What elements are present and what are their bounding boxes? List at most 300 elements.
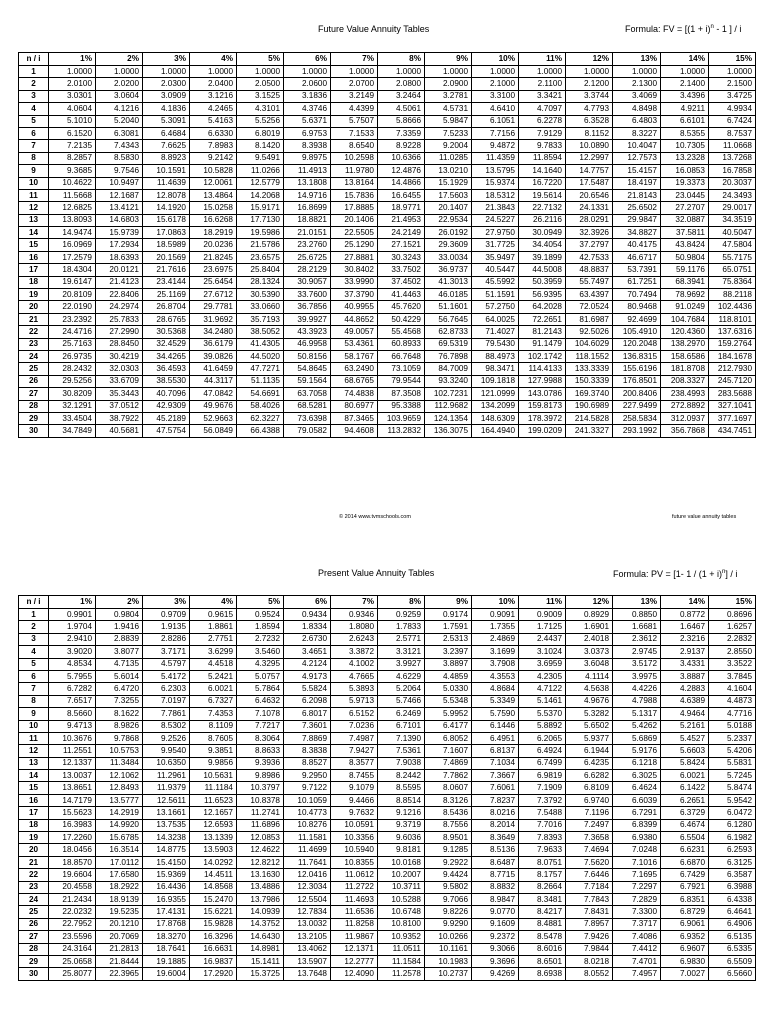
factor-cell: 7.0236: [331, 720, 378, 732]
factor-cell: 11.9867: [331, 931, 378, 943]
factor-cell: 63.2490: [331, 363, 378, 375]
factor-cell: 6.7291: [613, 807, 661, 819]
period-cell: 15: [19, 782, 49, 794]
factor-cell: 26.0192: [425, 227, 472, 239]
factor-cell: 12.0061: [190, 177, 237, 189]
factor-cell: 184.1678: [709, 350, 756, 362]
factor-cell: 3.1024: [519, 646, 566, 658]
factor-cell: 8.1152: [566, 127, 613, 139]
factor-cell: 12.7834: [284, 906, 331, 918]
period-cell: 8: [19, 695, 49, 707]
factor-cell: 79.0582: [284, 425, 331, 437]
factor-cell: 9.7833: [519, 140, 566, 152]
fv-rate-header: 10%: [472, 53, 519, 66]
factor-cell: 8.5478: [519, 931, 566, 943]
factor-cell: 1.0000: [425, 66, 472, 78]
factor-cell: 76.7898: [425, 350, 472, 362]
factor-cell: 34.3519: [709, 214, 756, 226]
table-row: [19, 251, 756, 263]
factor-cell: 18.3270: [143, 931, 190, 943]
factor-cell: 55.4568: [378, 326, 425, 338]
factor-cell: 9.6036: [378, 832, 425, 844]
factor-cell: 31.7725: [472, 239, 519, 251]
factor-cell: 40.7096: [143, 388, 190, 400]
factor-cell: 3.0604: [96, 90, 143, 102]
factor-cell: 10.6748: [378, 906, 425, 918]
factor-cell: 5.5348: [425, 695, 472, 707]
pv-formula-exponent: n: [722, 569, 726, 575]
factor-cell: 5.2040: [96, 115, 143, 127]
factor-cell: 33.0660: [237, 301, 284, 313]
factor-cell: 18.5989: [143, 239, 190, 251]
factor-cell: 7.3792: [519, 794, 566, 806]
table-row: [19, 844, 756, 856]
factor-cell: 44.5020: [237, 350, 284, 362]
factor-cell: 7.6517: [49, 695, 96, 707]
factor-cell: 7.9844: [566, 943, 613, 955]
factor-cell: 9.2004: [425, 140, 472, 152]
factor-cell: 10.1161: [425, 943, 472, 955]
factor-cell: 6.4641: [709, 906, 756, 918]
table-row: [19, 425, 756, 437]
factor-cell: 7.9129: [519, 127, 566, 139]
table-row: [19, 683, 756, 695]
factor-cell: 6.1280: [709, 819, 756, 831]
period-cell: 20: [19, 301, 49, 313]
factor-cell: 81.2143: [519, 326, 566, 338]
factor-cell: 12.1337: [49, 757, 96, 769]
table-row: [19, 881, 756, 893]
factor-cell: 11.5668: [49, 189, 96, 201]
factor-cell: 8.9228: [378, 140, 425, 152]
factor-cell: 19.6004: [143, 968, 190, 980]
factor-cell: 6.5152: [331, 708, 378, 720]
factor-cell: 7.2297: [613, 881, 661, 893]
factor-cell: 7.8869: [284, 732, 331, 744]
factor-cell: 10.5753: [96, 745, 143, 757]
factor-cell: 61.7251: [613, 276, 661, 288]
factor-cell: 6.4235: [566, 757, 613, 769]
factor-cell: 7.1390: [378, 732, 425, 744]
factor-cell: 4.2305: [519, 670, 566, 682]
factor-cell: 8.5436: [425, 807, 472, 819]
pv-rate-header: 3%: [143, 596, 190, 609]
table-row: [19, 819, 756, 831]
period-cell: 25: [19, 363, 49, 375]
factor-cell: 5.5824: [284, 683, 331, 695]
factor-cell: 10.0266: [425, 931, 472, 943]
factor-cell: 3.3872: [331, 646, 378, 658]
factor-cell: 1.8080: [331, 621, 378, 633]
factor-cell: 3.4651: [284, 646, 331, 658]
factor-cell: 20.1210: [96, 918, 143, 930]
factor-cell: 26.8704: [143, 301, 190, 313]
factor-cell: 22.7952: [49, 918, 96, 930]
factor-cell: 13.2328: [661, 152, 709, 164]
factor-cell: 23.2760: [284, 239, 331, 251]
factor-cell: 47.0842: [190, 388, 237, 400]
factor-cell: 43.3923: [284, 326, 331, 338]
factor-cell: 8.3838: [284, 745, 331, 757]
factor-cell: 3.8887: [661, 670, 709, 682]
factor-cell: 24.5227: [472, 214, 519, 226]
factor-cell: 105.4910: [613, 326, 661, 338]
factor-cell: 1.7125: [519, 621, 566, 633]
factor-cell: 6.7429: [661, 869, 709, 881]
factor-cell: 80.6977: [331, 400, 378, 412]
factor-cell: 2.0900: [425, 78, 472, 90]
table-row: [19, 695, 756, 707]
factor-cell: 25.7833: [96, 313, 143, 325]
factor-cell: 41.4463: [378, 289, 425, 301]
factor-cell: 3.5460: [237, 646, 284, 658]
period-cell: 21: [19, 856, 49, 868]
period-cell: 14: [19, 227, 49, 239]
factor-cell: 1.8334: [284, 621, 331, 633]
factor-cell: 15.9171: [237, 202, 284, 214]
factor-cell: 6.0021: [661, 770, 709, 782]
factor-cell: 28.8450: [96, 338, 143, 350]
factor-cell: 20.7069: [96, 931, 143, 943]
factor-cell: 12.6593: [190, 819, 237, 831]
pv-rate-header: 14%: [661, 596, 709, 609]
factor-cell: 7.0197: [143, 695, 190, 707]
fv-rate-header: 3%: [143, 53, 190, 66]
factor-cell: 15.9369: [143, 869, 190, 881]
table-row: [19, 893, 756, 905]
factor-cell: 87.3465: [331, 412, 378, 424]
factor-cell: 1.8861: [190, 621, 237, 633]
factor-cell: 7.3667: [472, 770, 519, 782]
factor-cell: 0.9615: [190, 609, 237, 621]
factor-cell: 20.0236: [190, 239, 237, 251]
factor-cell: 51.1135: [237, 375, 284, 387]
factor-cell: 79.9544: [378, 375, 425, 387]
factor-cell: 8.3064: [237, 732, 284, 744]
factor-cell: 33.6709: [96, 375, 143, 387]
factor-cell: 7.4086: [613, 931, 661, 943]
factor-cell: 53.7391: [613, 264, 661, 276]
factor-cell: 9.2922: [425, 856, 472, 868]
factor-cell: 15.1929: [425, 177, 472, 189]
pv-rate-header: 13%: [613, 596, 661, 609]
table-row: [19, 313, 756, 325]
factor-cell: 56.7645: [425, 313, 472, 325]
factor-cell: 5.6502: [566, 720, 613, 732]
factor-cell: 6.6231: [661, 844, 709, 856]
factor-cell: 7.7861: [143, 708, 190, 720]
factor-cell: 3.6299: [190, 646, 237, 658]
table-row: [19, 239, 756, 251]
factor-cell: 1.0000: [49, 66, 96, 78]
factor-cell: 6.3729: [661, 807, 709, 819]
table-row: [19, 757, 756, 769]
factor-cell: 9.4872: [472, 140, 519, 152]
fv-formula-exponent: n: [710, 24, 714, 30]
factor-cell: 1.8594: [237, 621, 284, 633]
factor-cell: 64.2028: [519, 301, 566, 313]
factor-cell: 45.5992: [472, 276, 519, 288]
factor-cell: 4.9464: [661, 708, 709, 720]
factor-cell: 4.9211: [661, 103, 709, 115]
factor-cell: 20.6546: [566, 189, 613, 201]
factor-cell: 27.2707: [661, 202, 709, 214]
factor-cell: 4.5638: [566, 683, 613, 695]
factor-cell: 2.3216: [661, 633, 709, 645]
factor-cell: 58.4026: [237, 400, 284, 412]
factor-cell: 2.4018: [566, 633, 613, 645]
factor-cell: 1.0000: [190, 66, 237, 78]
factor-cell: 6.1944: [566, 745, 613, 757]
factor-cell: 7.8983: [190, 140, 237, 152]
factor-cell: 33.7600: [284, 289, 331, 301]
factor-cell: 11.8594: [519, 152, 566, 164]
factor-cell: 6.6282: [566, 770, 613, 782]
factor-cell: 30.8209: [49, 388, 96, 400]
factor-cell: 84.7009: [425, 363, 472, 375]
factor-cell: 4.9934: [709, 103, 756, 115]
factor-cell: 272.8892: [661, 400, 709, 412]
factor-cell: 4.7135: [96, 658, 143, 670]
fv-corner-header: n / i: [19, 53, 49, 66]
factor-cell: 9.8986: [237, 770, 284, 782]
fv-formula-prefix: Formula: FV = [(1 + i): [625, 24, 711, 34]
factor-cell: 41.3013: [425, 276, 472, 288]
pv-rate-header: 2%: [96, 596, 143, 609]
factor-cell: 10.1983: [425, 955, 472, 967]
factor-cell: 6.9753: [284, 127, 331, 139]
factor-cell: 6.8399: [613, 819, 661, 831]
factor-cell: 7.5620: [566, 856, 613, 868]
factor-cell: 200.8406: [613, 388, 661, 400]
factor-cell: 5.9713: [331, 695, 378, 707]
factor-cell: 13.8651: [49, 782, 96, 794]
factor-cell: 8.2857: [49, 152, 96, 164]
factor-cell: 1.9416: [96, 621, 143, 633]
factor-cell: 17.2920: [190, 968, 237, 980]
factor-cell: 9.3066: [472, 943, 519, 955]
factor-cell: 21.0151: [284, 227, 331, 239]
factor-cell: 7.6061: [472, 782, 519, 794]
table-row: [19, 807, 756, 819]
factor-cell: 9.4424: [425, 869, 472, 881]
factor-cell: 73.6398: [284, 412, 331, 424]
factor-cell: 10.0168: [378, 856, 425, 868]
factor-cell: 208.3327: [661, 375, 709, 387]
factor-cell: 10.3676: [49, 732, 96, 744]
table-row: [19, 720, 756, 732]
period-cell: 2: [19, 621, 49, 633]
factor-cell: 29.0017: [709, 202, 756, 214]
factor-cell: 136.3075: [425, 425, 472, 437]
pv-rate-header: 8%: [378, 596, 425, 609]
factor-cell: 45.2189: [143, 412, 190, 424]
factor-cell: 14.6803: [96, 214, 143, 226]
factor-cell: 11.3484: [96, 757, 143, 769]
factor-cell: 9.8975: [284, 152, 331, 164]
factor-cell: 6.1422: [661, 782, 709, 794]
factor-cell: 38.5052: [237, 326, 284, 338]
factor-cell: 5.1461: [519, 695, 566, 707]
factor-cell: 6.8729: [661, 906, 709, 918]
factor-cell: 65.0751: [709, 264, 756, 276]
table-row: [19, 968, 756, 980]
factor-cell: 10.0591: [331, 819, 378, 831]
factor-cell: 3.3121: [378, 646, 425, 658]
factor-cell: 6.7424: [709, 115, 756, 127]
factor-cell: 6.8351: [661, 893, 709, 905]
factor-cell: 6.3125: [709, 856, 756, 868]
factor-cell: 45.7620: [378, 301, 425, 313]
factor-cell: 38.5530: [143, 375, 190, 387]
factor-cell: 377.1697: [709, 412, 756, 424]
factor-cell: 8.8832: [472, 881, 519, 893]
factor-cell: 212.7930: [709, 363, 756, 375]
factor-cell: 356.7868: [661, 425, 709, 437]
factor-cell: 3.2149: [331, 90, 378, 102]
factor-cell: 94.4608: [331, 425, 378, 437]
factor-cell: 5.4163: [190, 115, 237, 127]
factor-cell: 10.8100: [378, 918, 425, 930]
factor-cell: 10.4773: [284, 807, 331, 819]
factor-cell: 8.8527: [284, 757, 331, 769]
factor-cell: 8.7556: [425, 819, 472, 831]
factor-cell: 10.5631: [190, 770, 237, 782]
factor-cell: 20.1406: [331, 214, 378, 226]
factor-cell: 59.1564: [284, 375, 331, 387]
period-cell: 10: [19, 177, 49, 189]
fv-rate-header: 15%: [709, 53, 756, 66]
factor-cell: 7.7843: [566, 893, 613, 905]
factor-cell: 17.7130: [237, 214, 284, 226]
factor-cell: 53.4361: [331, 338, 378, 350]
factor-cell: 3.6959: [519, 658, 566, 670]
period-cell: 3: [19, 90, 49, 102]
factor-cell: 3.2397: [425, 646, 472, 658]
pv-table-body: [19, 609, 756, 981]
factor-cell: 19.6604: [49, 869, 96, 881]
factor-cell: 17.6580: [96, 869, 143, 881]
factor-cell: 32.0887: [661, 214, 709, 226]
factor-cell: 25.6502: [613, 202, 661, 214]
factor-cell: 29.9847: [613, 214, 661, 226]
factor-cell: 7.7156: [472, 127, 519, 139]
factor-cell: 14.4511: [190, 869, 237, 881]
factor-cell: 7.8957: [566, 918, 613, 930]
factor-cell: 6.9819: [519, 770, 566, 782]
factor-cell: 6.1218: [613, 757, 661, 769]
table-row: [19, 708, 756, 720]
pv-rate-header: 4%: [190, 596, 237, 609]
factor-cell: 4.2465: [190, 103, 237, 115]
factor-cell: 2.0700: [331, 78, 378, 90]
factor-cell: 2.8839: [96, 633, 143, 645]
factor-cell: 3.1216: [190, 90, 237, 102]
factor-cell: 5.1010: [49, 115, 96, 127]
factor-cell: 3.6048: [566, 658, 613, 670]
period-cell: 29: [19, 955, 49, 967]
factor-cell: 120.2048: [613, 338, 661, 350]
factor-cell: 13.5777: [96, 794, 143, 806]
factor-cell: 39.1899: [519, 251, 566, 263]
factor-cell: 41.6459: [190, 363, 237, 375]
factor-cell: 136.8315: [613, 350, 661, 362]
factor-cell: 6.7327: [190, 695, 237, 707]
factor-cell: 9.4466: [331, 794, 378, 806]
factor-cell: 24.4716: [49, 326, 96, 338]
factor-cell: 6.5660: [709, 968, 756, 980]
factor-cell: 8.0607: [425, 782, 472, 794]
copyright-footer: © 2014 www.tvmschools.com: [339, 514, 411, 520]
factor-cell: 4.5061: [378, 103, 425, 115]
factor-cell: 23.5596: [49, 931, 96, 943]
factor-cell: 4.5797: [143, 658, 190, 670]
factor-cell: 227.9499: [613, 400, 661, 412]
factor-cell: 8.3227: [613, 127, 661, 139]
table-row: [19, 276, 756, 288]
factor-cell: 21.4953: [378, 214, 425, 226]
factor-cell: 15.7836: [331, 189, 378, 201]
factor-cell: 30.5390: [237, 289, 284, 301]
factor-cell: 5.8666: [378, 115, 425, 127]
factor-cell: 5.3091: [143, 115, 190, 127]
factor-cell: 17.2260: [49, 832, 96, 844]
factor-cell: 3.8897: [425, 658, 472, 670]
table-row: [19, 388, 756, 400]
factor-cell: 4.1002: [331, 658, 378, 670]
factor-cell: 13.7535: [143, 819, 190, 831]
factor-cell: 10.1059: [284, 794, 331, 806]
factor-cell: 10.3356: [331, 832, 378, 844]
factor-cell: 12.2777: [331, 955, 378, 967]
factor-cell: 19.5614: [519, 189, 566, 201]
factor-cell: 9.1079: [331, 782, 378, 794]
factor-cell: 10.9352: [378, 931, 425, 943]
factor-cell: 14.3238: [143, 832, 190, 844]
factor-cell: 15.6221: [190, 906, 237, 918]
factor-cell: 8.3938: [284, 140, 331, 152]
factor-cell: 5.2064: [378, 683, 425, 695]
factor-cell: 50.9804: [661, 251, 709, 263]
period-cell: 6: [19, 670, 49, 682]
table-row: [19, 400, 756, 412]
table-row: [19, 127, 756, 139]
factor-cell: 41.4305: [237, 338, 284, 350]
factor-cell: 7.4412: [613, 943, 661, 955]
factor-cell: 6.7499: [519, 757, 566, 769]
factor-cell: 5.6603: [661, 745, 709, 757]
factor-cell: 4.1114: [566, 670, 613, 682]
period-cell: 24: [19, 350, 49, 362]
factor-cell: 6.2651: [661, 794, 709, 806]
factor-cell: 46.6717: [613, 251, 661, 263]
factor-cell: 1.0000: [284, 66, 331, 78]
factor-cell: 13.0210: [425, 165, 472, 177]
factor-cell: 13.4886: [237, 881, 284, 893]
factor-cell: 4.9173: [284, 670, 331, 682]
factor-cell: 6.2593: [709, 844, 756, 856]
pv-header-row: [19, 596, 756, 609]
factor-cell: 0.9259: [378, 609, 425, 621]
factor-cell: 102.7231: [425, 388, 472, 400]
factor-cell: 13.5795: [472, 165, 519, 177]
factor-cell: 2.0500: [237, 78, 284, 90]
factor-cell: 3.3744: [566, 90, 613, 102]
factor-cell: 109.1818: [472, 375, 519, 387]
factor-cell: 8.0552: [566, 968, 613, 980]
factor-cell: 13.5907: [284, 955, 331, 967]
factor-cell: 63.4397: [566, 289, 613, 301]
